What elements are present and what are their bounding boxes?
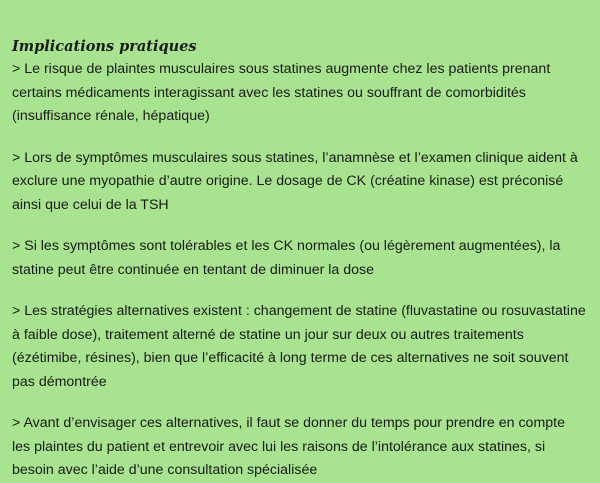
implication-item-4: > Les stratégies alternatives existent : changement de statine (fluvastatine ou rosuvastatine à faible dose), traitement alterné de statine un jour sur deux ou autres traitements (ézétimibe, résines), bien que l’efficacité à long terme de ces alternatives ne soit souvent pas démontrée (12, 303, 586, 390)
implication-item-2: > Lors de symptômes musculaires sous statines, l’anamnèse et l’examen clinique aident à exclure une myopathie d’autre origine. Le dosage de CK (créatine kinase) est préconisé ainsi que celui de la TSH (12, 149, 578, 213)
box-title: Implications pratiques (12, 38, 197, 55)
implication-item-1: > Le risque de plaintes musculaires sous statines augmente chez les patients prenant certains médicaments interagissant avec les statines ou souffrant de comorbidités (insuffisance rénale, hépatique) (12, 61, 551, 124)
implication-item-3: > Si les symptômes sont tolérables et les CK normales (ou légèrement augmentées), la statine peut être continuée en tentant de diminuer la dose (12, 238, 561, 278)
implication-item-5: > Avant d’envisager ces alternatives, il faut se donner du temps pour prendre en compte les plaintes du patient et entrevoir avec lui les raisons de l’intolérance aux statines, si besoin avec l’aide d’une consultation spécialisée (12, 415, 565, 478)
